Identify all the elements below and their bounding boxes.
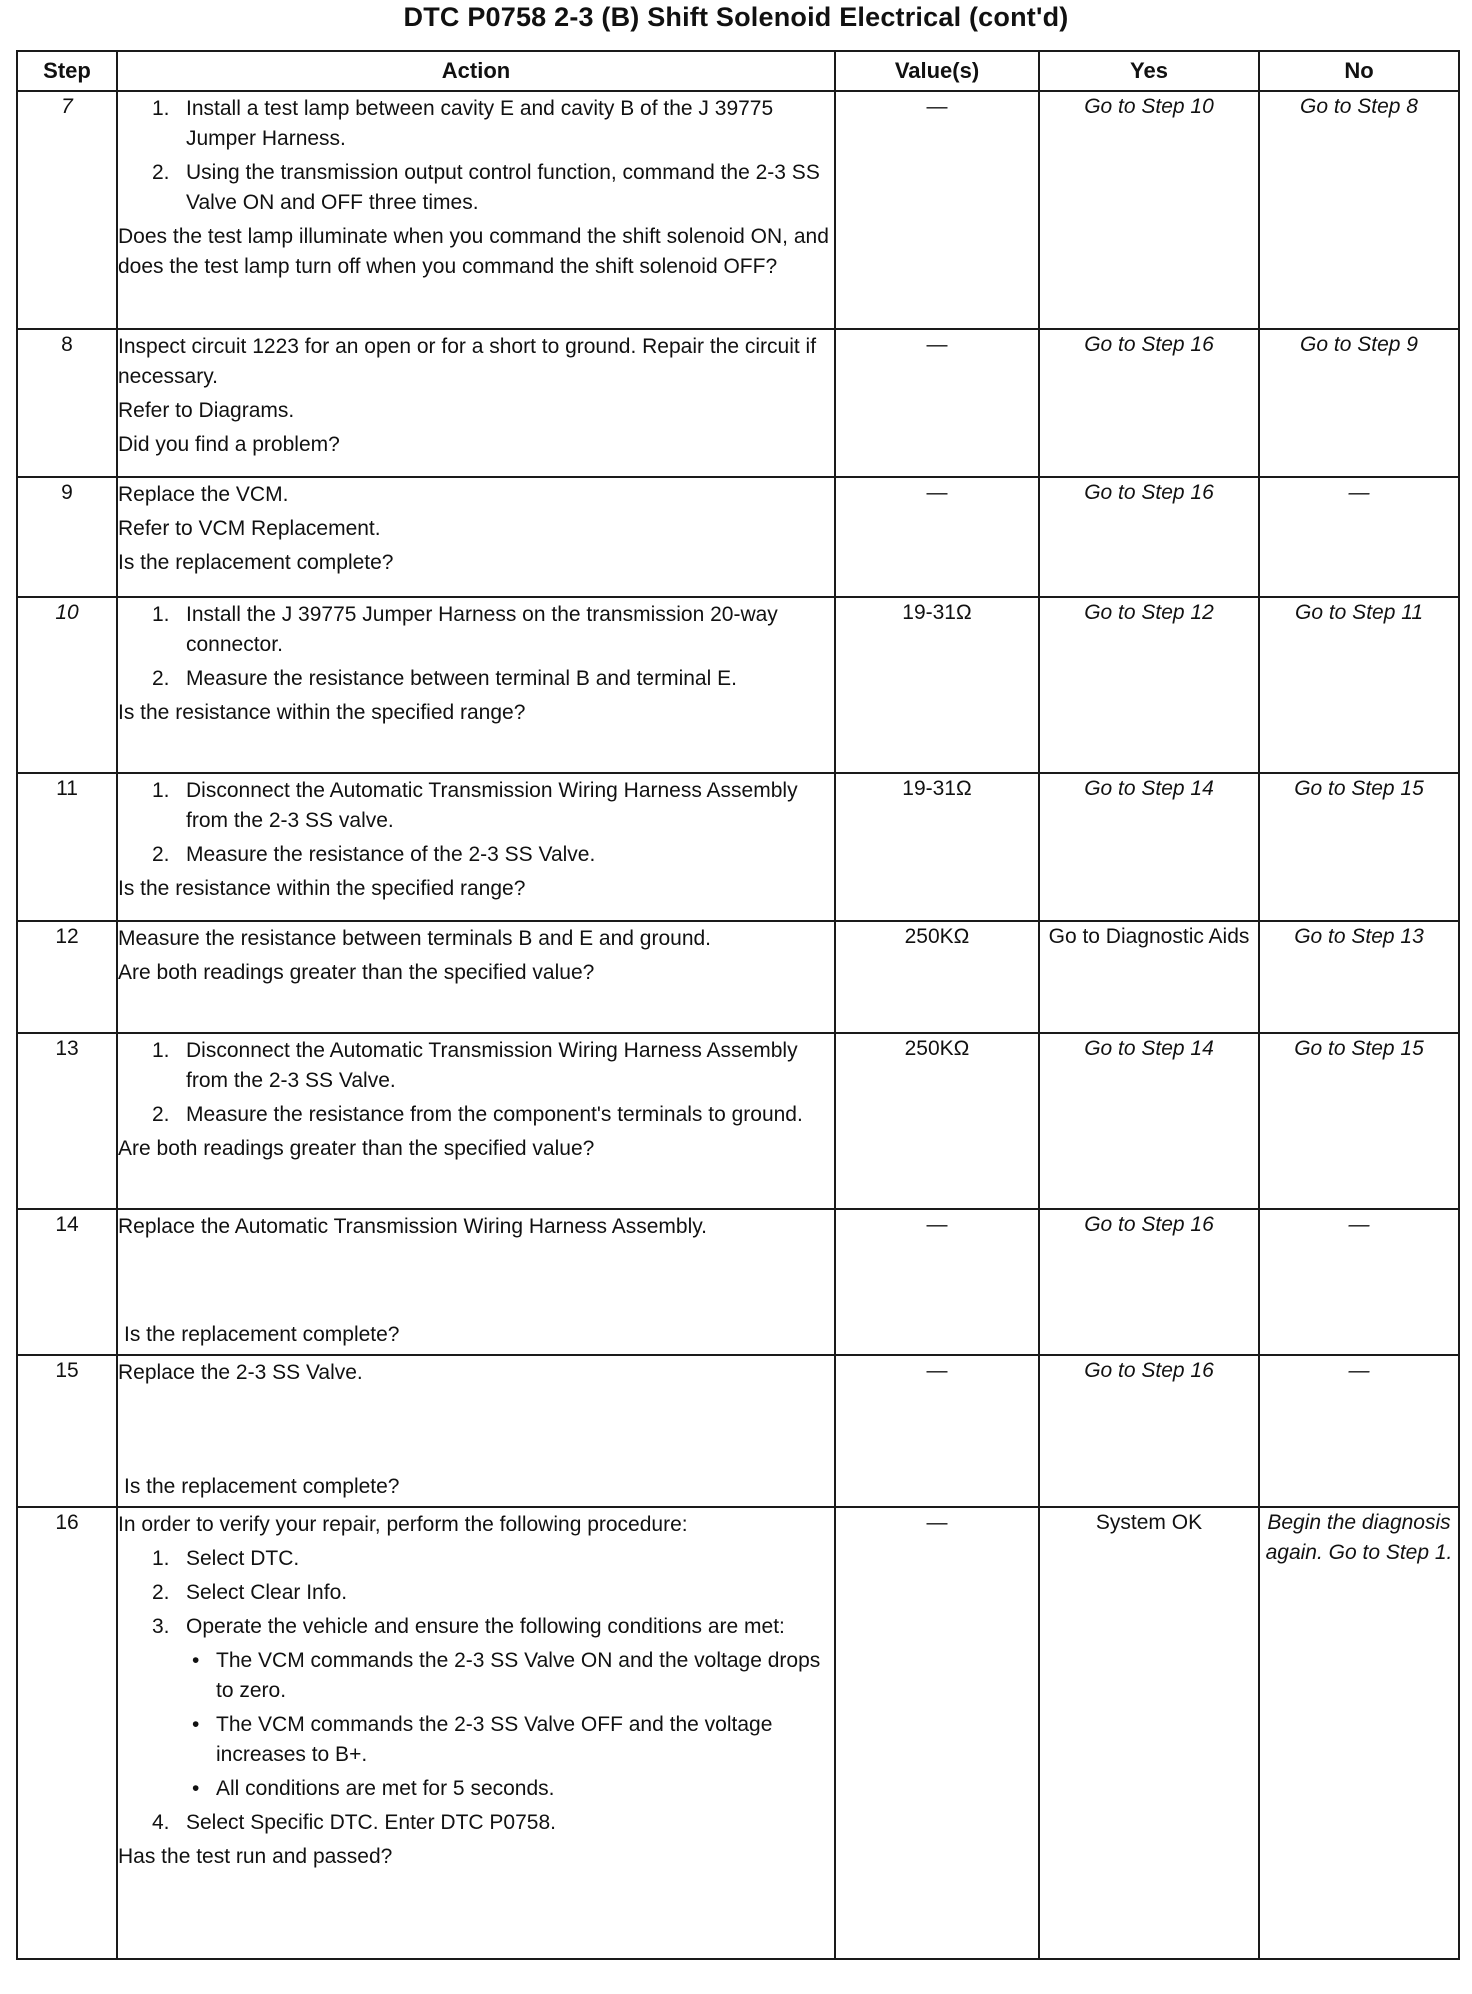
table-row xyxy=(17,329,1459,477)
yes-cell: Go to Step 16 xyxy=(1039,329,1259,477)
step-number: 11 xyxy=(17,773,117,921)
action-question: Is the replacement complete? xyxy=(124,1475,400,1498)
no-cell: Go to Step 9 xyxy=(1259,329,1459,477)
action-bullet: • The VCM commands the 2-3 SS Valve OFF and the voltage increases to B+. xyxy=(192,1713,773,1766)
yes-cell: Go to Step 16 xyxy=(1039,1355,1259,1507)
table-row xyxy=(17,1355,1459,1507)
action-text: In order to verify your repair, perform the following procedure: xyxy=(118,1513,688,1536)
value-cell: 19-31Ω xyxy=(835,597,1039,773)
action-substep: 2. Measure the resistance from the component's terminals to ground. xyxy=(152,1103,803,1126)
yes-cell: Go to Step 10 xyxy=(1039,91,1259,329)
yes-cell: Go to Step 16 xyxy=(1039,1209,1259,1355)
action-text: Refer to Diagrams. xyxy=(118,399,295,422)
step-number: 9 xyxy=(17,477,117,597)
action-text: Replace the Automatic Transmission Wiring Harness Assembly. xyxy=(118,1215,708,1238)
action-substep: 2. Measure the resistance of the 2-3 SS Valve. xyxy=(152,843,596,866)
action-bullet: • All conditions are met for 5 seconds. xyxy=(192,1777,555,1800)
no-cell: — xyxy=(1259,1209,1459,1355)
action-question: Are both readings greater than the specified value? xyxy=(118,1137,595,1160)
action-cell xyxy=(117,1209,835,1355)
value-cell: — xyxy=(835,1209,1039,1355)
diagnostic-table xyxy=(16,50,1460,1960)
action-cell xyxy=(117,1507,835,1959)
step-number: 12 xyxy=(17,921,117,1033)
action-substep: 2. Measure the resistance between terminal B and terminal E. xyxy=(152,667,737,690)
value-cell: — xyxy=(835,477,1039,597)
action-question: Are both readings greater than the specified value? xyxy=(118,961,595,984)
table-row xyxy=(17,921,1459,1033)
action-cell xyxy=(117,1033,835,1209)
header-no: No xyxy=(1259,51,1459,91)
table-row xyxy=(17,597,1459,773)
action-text: Inspect circuit 1223 for an open or for a short to ground. Repair the circuit if necessary. xyxy=(118,335,817,388)
no-cell: Go to Step 11 xyxy=(1259,597,1459,773)
action-text: Refer to VCM Replacement. xyxy=(118,517,381,540)
table-row xyxy=(17,773,1459,921)
action-cell xyxy=(117,597,835,773)
no-cell: Go to Step 15 xyxy=(1259,1033,1459,1209)
header-row xyxy=(17,51,1459,91)
action-question: Is the resistance within the specified range? xyxy=(118,877,526,900)
step-number: 10 xyxy=(17,597,117,773)
yes-cell: System OK xyxy=(1039,1507,1259,1959)
step-number: 14 xyxy=(17,1209,117,1355)
action-question: Has the test run and passed? xyxy=(118,1845,393,1868)
action-cell xyxy=(117,91,835,329)
action-question: Is the replacement complete? xyxy=(124,1323,400,1346)
header-values: Value(s) xyxy=(835,51,1039,91)
action-substep: 1. Disconnect the Automatic Transmission Wiring Harness Assembly from the 2-3 SS valve. xyxy=(152,779,798,832)
step-number: 15 xyxy=(17,1355,117,1507)
action-question: Is the replacement complete? xyxy=(118,551,394,574)
value-cell: — xyxy=(835,91,1039,329)
action-cell xyxy=(117,1355,835,1507)
action-substep: 3. Operate the vehicle and ensure the following conditions are met: xyxy=(152,1615,785,1638)
action-cell xyxy=(117,773,835,921)
action-cell xyxy=(117,477,835,597)
step-number: 8 xyxy=(17,329,117,477)
page-title: DTC P0758 2-3 (B) Shift Solenoid Electrical (cont'd) xyxy=(403,2,1069,32)
no-cell: Go to Step 13 xyxy=(1259,921,1459,1033)
yes-cell: Go to Step 12 xyxy=(1039,597,1259,773)
action-cell xyxy=(117,921,835,1033)
value-cell: 250KΩ xyxy=(835,1033,1039,1209)
action-question: Does the test lamp illuminate when you command the shift solenoid ON, and does the test lamp turn off when you command the shift solenoid OFF? xyxy=(118,225,829,278)
no-cell: — xyxy=(1259,477,1459,597)
step-number: 16 xyxy=(17,1507,117,1959)
no-cell: Go to Step 15 xyxy=(1259,773,1459,921)
yes-cell: Go to Step 14 xyxy=(1039,773,1259,921)
action-substep: 1. Install a test lamp between cavity E and cavity B of the J 39775 Jumper Harness. xyxy=(152,97,774,150)
table-row xyxy=(17,1507,1459,1959)
no-cell: Go to Step 8 xyxy=(1259,91,1459,329)
table-row xyxy=(17,1033,1459,1209)
table-row xyxy=(17,477,1459,597)
action-substep: 1. Disconnect the Automatic Transmission Wiring Harness Assembly from the 2-3 SS Valve. xyxy=(152,1039,798,1092)
table-row xyxy=(17,91,1459,329)
action-question: Is the resistance within the specified range? xyxy=(118,701,526,724)
table-row xyxy=(17,1209,1459,1355)
action-substep: 4. Select Specific DTC. Enter DTC P0758. xyxy=(152,1811,556,1834)
header-yes: Yes xyxy=(1039,51,1259,91)
action-substep: 2. Using the transmission output control function, command the 2-3 SS Valve ON and OFF three times. xyxy=(152,161,820,214)
action-cell xyxy=(117,329,835,477)
header-action: Action xyxy=(117,51,835,91)
value-cell: — xyxy=(835,329,1039,477)
value-cell: 250KΩ xyxy=(835,921,1039,1033)
action-text: Replace the 2-3 SS Valve. xyxy=(118,1361,363,1384)
value-cell: — xyxy=(835,1507,1039,1959)
action-substep: 1. Select DTC. xyxy=(152,1547,300,1570)
yes-cell: Go to Step 14 xyxy=(1039,1033,1259,1209)
value-cell: — xyxy=(835,1355,1039,1507)
step-number: 13 xyxy=(17,1033,117,1209)
action-substep: 2. Select Clear Info. xyxy=(152,1581,348,1604)
no-cell: Begin the diagnosis again. Go to Step 1. xyxy=(1259,1507,1459,1959)
yes-cell: Go to Diagnostic Aids xyxy=(1039,921,1259,1033)
yes-cell: Go to Step 16 xyxy=(1039,477,1259,597)
action-bullet: • The VCM commands the 2-3 SS Valve ON and the voltage drops to zero. xyxy=(192,1649,821,1702)
step-number: 7 xyxy=(17,91,117,329)
action-substep: 1. Install the J 39775 Jumper Harness on the transmission 20-way connector. xyxy=(152,603,778,656)
action-text: Measure the resistance between terminals B and E and ground. xyxy=(118,927,712,950)
header-step: Step xyxy=(17,51,117,91)
value-cell: 19-31Ω xyxy=(835,773,1039,921)
no-cell: — xyxy=(1259,1355,1459,1507)
action-text: Replace the VCM. xyxy=(118,483,289,506)
action-question: Did you find a problem? xyxy=(118,433,340,456)
